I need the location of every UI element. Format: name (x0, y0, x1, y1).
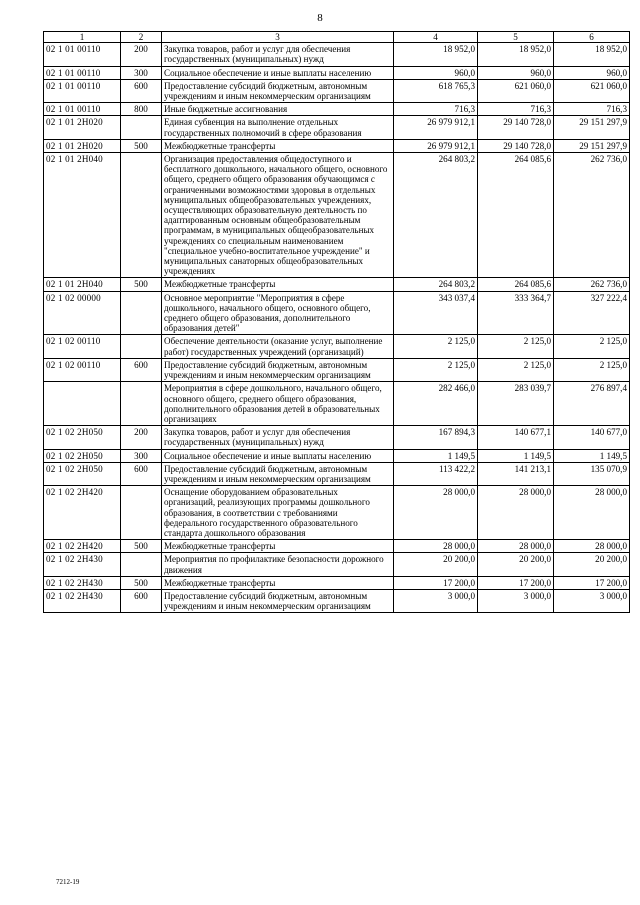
table-row (44, 66, 630, 79)
item-name-cell: Предоставление субсидий бюджетным, автономным учреждениям и иным некоммерческим организациям (162, 462, 394, 485)
table-row (44, 589, 630, 612)
amount-col4-cell: 20 200,0 (394, 553, 478, 576)
amount-col5-cell: 621 060,0 (478, 79, 554, 102)
column-header-1: 1 (44, 32, 121, 43)
expense-type-cell (121, 153, 162, 278)
item-name-cell: Мероприятия в сфере дошкольного, начального общего, основного общего, среднего общего образования, дополнительного образования детей в образовательных организациях (162, 382, 394, 426)
item-name-cell: Предоставление субсидий бюджетным, автономным учреждениям и иным некоммерческим организациям (162, 589, 394, 612)
budget-table (43, 31, 630, 613)
amount-col4-cell: 26 979 912,1 (394, 139, 478, 152)
amount-col5-cell: 1 149,5 (478, 449, 554, 462)
item-name-cell: Основное мероприятие "Мероприятия в сфере дошкольного, начального общего, основного общего, среднего общего образования, дополнительного образования детей" (162, 291, 394, 335)
target-code-cell: 02 1 02 00110 (44, 358, 121, 381)
table-row (44, 540, 630, 553)
amount-col6-cell: 20 200,0 (554, 553, 630, 576)
amount-col6-cell: 17 200,0 (554, 576, 630, 589)
amount-col6-cell: 2 125,0 (554, 335, 630, 358)
page-number: 8 (317, 12, 323, 24)
amount-col5-cell: 264 085,6 (478, 278, 554, 291)
column-header-row (44, 32, 630, 43)
expense-type-cell (121, 291, 162, 335)
amount-col6-cell: 28 000,0 (554, 540, 630, 553)
amount-col5-cell: 960,0 (478, 66, 554, 79)
amount-col6-cell: 140 677,0 (554, 426, 630, 449)
table-row (44, 449, 630, 462)
amount-col4-cell: 960,0 (394, 66, 478, 79)
table-row (44, 486, 630, 540)
amount-col5-cell: 2 125,0 (478, 358, 554, 381)
expense-type-cell: 600 (121, 589, 162, 612)
amount-col4-cell: 264 803,2 (394, 278, 478, 291)
amount-col6-cell: 135 070,9 (554, 462, 630, 485)
expense-type-cell: 600 (121, 358, 162, 381)
column-header-6: 6 (554, 32, 630, 43)
amount-col4-cell: 1 149,5 (394, 449, 478, 462)
amount-col4-cell: 167 894,3 (394, 426, 478, 449)
table-row (44, 462, 630, 485)
item-name-cell: Оснащение оборудованием образовательных организаций, реализующих программы дошкольного образования, в соответствии с требованиями федерального государственного образовательного стандарта дошкольного образования (162, 486, 394, 540)
column-header-3: 3 (162, 32, 394, 43)
amount-col4-cell: 343 037,4 (394, 291, 478, 335)
table-row (44, 153, 630, 278)
amount-col6-cell: 262 736,0 (554, 278, 630, 291)
amount-col4-cell: 113 422,2 (394, 462, 478, 485)
item-name-cell: Социальное обеспечение и иные выплаты населению (162, 66, 394, 79)
amount-col6-cell: 3 000,0 (554, 589, 630, 612)
expense-type-cell: 500 (121, 278, 162, 291)
amount-col4-cell: 3 000,0 (394, 589, 478, 612)
target-code-cell: 02 1 02 00000 (44, 291, 121, 335)
item-name-cell: Иные бюджетные ассигнования (162, 103, 394, 116)
target-code-cell: 02 1 02 2Н430 (44, 589, 121, 612)
amount-col6-cell: 18 952,0 (554, 43, 630, 66)
target-code-cell (44, 382, 121, 426)
table-row (44, 382, 630, 426)
target-code-cell: 02 1 01 2Н040 (44, 153, 121, 278)
column-header-4: 4 (394, 32, 478, 43)
expense-type-cell (121, 486, 162, 540)
item-name-cell: Межбюджетные трансферты (162, 139, 394, 152)
item-name-cell: Предоставление субсидий бюджетным, автономным учреждениям и иным некоммерческим организациям (162, 79, 394, 102)
amount-col5-cell: 264 085,6 (478, 153, 554, 278)
amount-col6-cell: 262 736,0 (554, 153, 630, 278)
expense-type-cell (121, 335, 162, 358)
amount-col5-cell: 28 000,0 (478, 540, 554, 553)
item-name-cell: Обеспечение деятельности (оказание услуг, выполнение работ) государственных учреждений (организаций) (162, 335, 394, 358)
target-code-cell: 02 1 02 00110 (44, 335, 121, 358)
item-name-cell: Межбюджетные трансферты (162, 540, 394, 553)
amount-col4-cell: 282 466,0 (394, 382, 478, 426)
target-code-cell: 02 1 02 2Н420 (44, 486, 121, 540)
item-name-cell: Мероприятия по профилактике безопасности дорожного движения (162, 553, 394, 576)
column-header-5: 5 (478, 32, 554, 43)
expense-type-cell: 800 (121, 103, 162, 116)
item-name-cell: Закупка товаров, работ и услуг для обеспечения государственных (муниципальных) нужд (162, 43, 394, 66)
amount-col5-cell: 283 039,7 (478, 382, 554, 426)
target-code-cell: 02 1 02 2Н050 (44, 426, 121, 449)
table-row (44, 116, 630, 139)
expense-type-cell (121, 116, 162, 139)
table-row (44, 103, 630, 116)
target-code-cell: 02 1 01 00110 (44, 66, 121, 79)
target-code-cell: 02 1 02 2Н430 (44, 553, 121, 576)
table-row (44, 358, 630, 381)
target-code-cell: 02 1 02 2Н430 (44, 576, 121, 589)
target-code-cell: 02 1 01 2Н020 (44, 116, 121, 139)
table-row (44, 79, 630, 102)
target-code-cell: 02 1 01 00110 (44, 79, 121, 102)
target-code-cell: 02 1 01 00110 (44, 43, 121, 66)
expense-type-cell (121, 382, 162, 426)
item-name-cell: Межбюджетные трансферты (162, 576, 394, 589)
amount-col6-cell: 29 151 297,9 (554, 139, 630, 152)
target-code-cell: 02 1 01 2Н040 (44, 278, 121, 291)
item-name-cell: Организация предоставления общедоступного и бесплатного дошкольного, начального общего, основного общего, среднего общего образования обучающимся с ограниченными возможностями здоровья в отдельных муниципальных общеобразовательных учреждениях, осуществляющих образовательную деятельность по адаптированным основным общеобразовательным программам, в муниципальных общеобразовательных учреждениях со специальным наименованием "специальное учебно-воспитательное учреждение" и муниципальных санаторных общеобразовательных учреждениях (162, 153, 394, 278)
amount-col4-cell: 618 765,3 (394, 79, 478, 102)
item-name-cell: Предоставление субсидий бюджетным, автономным учреждениям и иным некоммерческим организациям (162, 358, 394, 381)
amount-col6-cell: 621 060,0 (554, 79, 630, 102)
table-row (44, 335, 630, 358)
table-row (44, 553, 630, 576)
expense-type-cell: 500 (121, 540, 162, 553)
amount-col4-cell: 18 952,0 (394, 43, 478, 66)
expense-type-cell: 200 (121, 43, 162, 66)
amount-col4-cell: 2 125,0 (394, 335, 478, 358)
target-code-cell: 02 1 01 2Н020 (44, 139, 121, 152)
amount-col4-cell: 716,3 (394, 103, 478, 116)
column-header-2: 2 (121, 32, 162, 43)
amount-col6-cell: 276 897,4 (554, 382, 630, 426)
expense-type-cell: 600 (121, 79, 162, 102)
expense-type-cell: 300 (121, 449, 162, 462)
amount-col4-cell: 17 200,0 (394, 576, 478, 589)
expense-type-cell: 200 (121, 426, 162, 449)
item-name-cell: Социальное обеспечение и иные выплаты населению (162, 449, 394, 462)
amount-col6-cell: 960,0 (554, 66, 630, 79)
amount-col6-cell: 29 151 297,9 (554, 116, 630, 139)
table-body (44, 43, 630, 613)
amount-col5-cell: 29 140 728,0 (478, 139, 554, 152)
amount-col6-cell: 327 222,4 (554, 291, 630, 335)
amount-col4-cell: 28 000,0 (394, 486, 478, 540)
amount-col4-cell: 2 125,0 (394, 358, 478, 381)
amount-col5-cell: 28 000,0 (478, 486, 554, 540)
table-row (44, 291, 630, 335)
expense-type-cell (121, 553, 162, 576)
amount-col5-cell: 716,3 (478, 103, 554, 116)
amount-col6-cell: 2 125,0 (554, 358, 630, 381)
item-name-cell: Закупка товаров, работ и услуг для обеспечения государственных (муниципальных) нужд (162, 426, 394, 449)
expense-type-cell: 500 (121, 576, 162, 589)
item-name-cell: Межбюджетные трансферты (162, 278, 394, 291)
amount-col5-cell: 2 125,0 (478, 335, 554, 358)
target-code-cell: 02 1 02 2Н420 (44, 540, 121, 553)
amount-col6-cell: 716,3 (554, 103, 630, 116)
document-code: 7212-19 (56, 878, 80, 886)
amount-col5-cell: 20 200,0 (478, 553, 554, 576)
amount-col5-cell: 29 140 728,0 (478, 116, 554, 139)
table-row (44, 43, 630, 66)
amount-col5-cell: 3 000,0 (478, 589, 554, 612)
amount-col5-cell: 140 677,1 (478, 426, 554, 449)
target-code-cell: 02 1 02 2Н050 (44, 462, 121, 485)
target-code-cell: 02 1 01 00110 (44, 103, 121, 116)
amount-col4-cell: 264 803,2 (394, 153, 478, 278)
amount-col6-cell: 28 000,0 (554, 486, 630, 540)
expense-type-cell: 300 (121, 66, 162, 79)
amount-col5-cell: 17 200,0 (478, 576, 554, 589)
amount-col4-cell: 26 979 912,1 (394, 116, 478, 139)
amount-col5-cell: 18 952,0 (478, 43, 554, 66)
amount-col4-cell: 28 000,0 (394, 540, 478, 553)
target-code-cell: 02 1 02 2Н050 (44, 449, 121, 462)
amount-col6-cell: 1 149,5 (554, 449, 630, 462)
expense-type-cell: 500 (121, 139, 162, 152)
item-name-cell: Единая субвенция на выполнение отдельных государственных полномочий в сфере образования (162, 116, 394, 139)
table-row (44, 576, 630, 589)
amount-col5-cell: 333 364,7 (478, 291, 554, 335)
amount-col5-cell: 141 213,1 (478, 462, 554, 485)
table-row (44, 426, 630, 449)
table-row (44, 139, 630, 152)
table-row (44, 278, 630, 291)
expense-type-cell: 600 (121, 462, 162, 485)
